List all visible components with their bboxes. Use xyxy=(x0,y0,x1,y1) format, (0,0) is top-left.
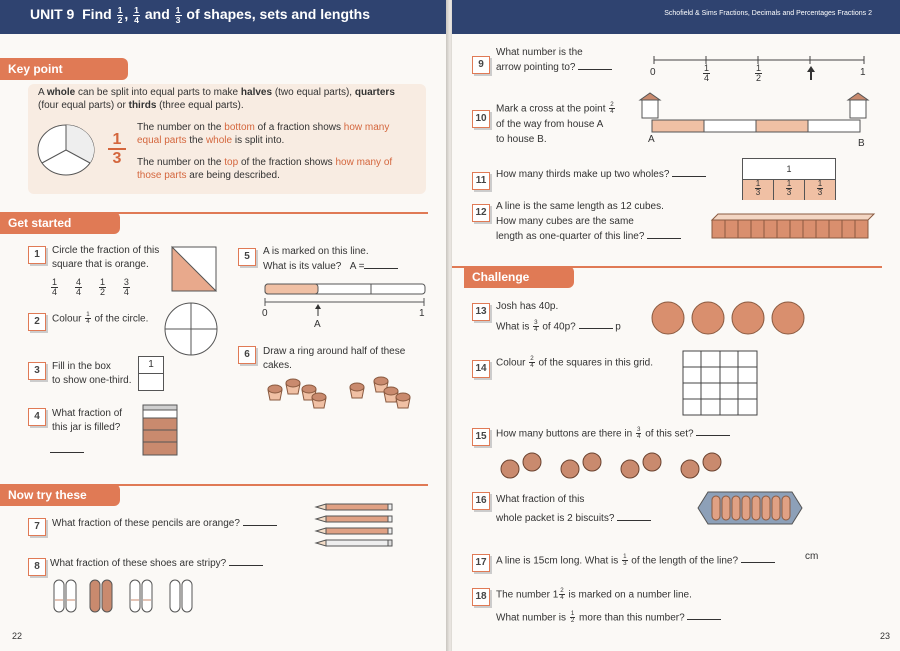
q13-line2: What is $\frac{3}{4}$ of 40p? p xyxy=(496,319,621,334)
q5-one: 1 xyxy=(419,308,425,319)
q9-quarter: $\frac{1}{4}$ xyxy=(704,63,710,83)
house-b-label: B xyxy=(858,138,865,149)
big-fraction: 1 3 xyxy=(108,131,126,167)
q12-line1: A line is the same length as 12 cubes. xyxy=(496,201,664,212)
cakes-group[interactable] xyxy=(266,376,422,416)
q15-text: How many buttons are there in $\frac{3}{4}$ of this set? xyxy=(496,427,730,440)
q4-line1: What fraction of xyxy=(52,408,123,419)
q13-line1: Josh has 40p. xyxy=(496,301,559,312)
q18-line2: What number is $\frac{1}{2}$ more than this number? xyxy=(496,611,721,624)
q5-mark: A xyxy=(314,319,321,330)
q7-text: What fraction of these pencils are orange? xyxy=(52,517,277,530)
question-number: 7 xyxy=(28,518,46,536)
q2-text: Colour $\frac{1}{4}$ of the circle. xyxy=(52,311,149,326)
q10-line1: Mark a cross at the point $\frac{2}{4}$ xyxy=(496,101,614,116)
q5-zero: 0 xyxy=(262,308,268,319)
q9-one: 1 xyxy=(860,67,866,78)
q9-half: $\frac{1}{2}$ xyxy=(756,63,762,83)
q10-line3: to house B. xyxy=(496,134,547,145)
q11-text: How many thirds make up two wholes? xyxy=(496,168,706,181)
question-number: 18 xyxy=(472,588,490,606)
q5-line1: A is marked on this line. xyxy=(263,246,369,257)
q17-text: A line is 15cm long. What is $\frac{1}{3}$ of the length of the line? xyxy=(496,554,775,567)
bottom-rule-line1: The number on the bottom of a fraction shows how many xyxy=(137,122,390,133)
key-point-line2: (four equal parts) or thirds (three equal parts). xyxy=(38,100,244,111)
question-number: 17 xyxy=(472,554,490,572)
series-header xyxy=(452,0,900,34)
cubes-line xyxy=(712,214,876,240)
top-rule-line1: The number on the top of the fraction shows how many of xyxy=(137,157,393,168)
question-number: 3 xyxy=(28,362,46,380)
series-title: Schofield & Sims Fractions, Decimals and Percentages Fractions 2 xyxy=(664,10,872,17)
buttons-group xyxy=(500,452,776,480)
q9-line1: What number is the xyxy=(496,47,583,58)
left-page xyxy=(0,0,448,651)
pencils-group xyxy=(314,502,394,554)
quarters-circle[interactable] xyxy=(164,302,218,356)
q14-text: Colour $\frac{2}{4}$ of the squares in this grid. xyxy=(496,355,653,370)
question-number: 15 xyxy=(472,428,490,446)
q12-line2: How many cubes are the same xyxy=(496,216,634,227)
q17-unit: cm xyxy=(805,551,819,562)
unit-header xyxy=(0,0,448,34)
q6-line2: cakes. xyxy=(263,360,292,371)
houses-path[interactable] xyxy=(640,92,872,132)
q8-text: What fraction of these shoes are stripy? xyxy=(50,557,263,570)
get-started-label: Get started xyxy=(0,212,120,234)
thirds-circle xyxy=(36,124,102,176)
question-number: 2 xyxy=(28,313,46,331)
key-point-label: Key point xyxy=(0,58,128,80)
question-number: 16 xyxy=(472,492,490,510)
right-page xyxy=(452,0,900,651)
house-a-label: A xyxy=(648,134,655,145)
question-number: 10 xyxy=(472,110,490,128)
thirds-bar: 1 $\frac{1}{3}$ $\frac{1}{3}$ $\frac{1}{3}$ xyxy=(742,158,836,200)
key-point-line1: A whole can be split into equal parts to make halves (two equal parts), quarters xyxy=(38,87,395,98)
question-number: 5 xyxy=(238,248,256,266)
arrow-up-icon xyxy=(806,66,816,80)
q9-zero: 0 xyxy=(650,67,656,78)
q4-answer-line[interactable] xyxy=(50,452,84,453)
q9-line2: arrow pointing to? xyxy=(496,61,612,74)
shoes-group xyxy=(52,578,202,618)
top-rule-line2: those parts are being described. xyxy=(137,170,280,181)
question-number: 12 xyxy=(472,204,490,222)
q1-options[interactable]: $\frac{1}{4}$ $\frac{4}{4}$ $\frac{1}{2}$ $\frac{3}{4}$ xyxy=(52,277,129,297)
q1-line1: Circle the fraction of this xyxy=(52,245,160,256)
page-number: 23 xyxy=(879,631,890,641)
unit-title: UNIT 9 Find $\frac{1}{2}$ , $\frac{1}{4}$ and $\frac{1}{3}$ of shapes, sets and lengths xyxy=(30,5,370,25)
q10-line2: of the way from house A xyxy=(496,119,604,130)
question-number: 9 xyxy=(472,56,490,74)
q3-line1: Fill in the box xyxy=(52,361,111,372)
q16-line2: whole packet is 2 biscuits? xyxy=(496,512,651,525)
q1-line2: square that is orange. xyxy=(52,259,149,270)
jar-figure xyxy=(142,404,178,456)
squares-grid[interactable] xyxy=(682,350,758,416)
q18-line1: The number 1 $\frac{2}{4}$ is marked on a number line. xyxy=(496,587,692,602)
q6-line1: Draw a ring around half of these xyxy=(263,346,406,357)
challenge-label: Challenge xyxy=(464,266,574,288)
question-number: 8 xyxy=(28,558,46,576)
question-number: 14 xyxy=(472,360,490,378)
bottom-rule-line2: equal parts the whole is split into. xyxy=(137,135,285,146)
question-number: 4 xyxy=(28,408,46,426)
q4-line2: this jar is filled? xyxy=(52,422,121,433)
page-number: 22 xyxy=(12,631,23,641)
number-line-a xyxy=(264,282,428,332)
q5-line2: What is its value? A = xyxy=(263,260,398,273)
biscuit-packet xyxy=(696,488,804,528)
coins-group xyxy=(650,298,810,338)
q12-line3: length as one-quarter of this line? xyxy=(496,230,681,243)
question-number: 11 xyxy=(472,172,490,190)
square-figure xyxy=(172,247,216,291)
q16-line1: What fraction of this xyxy=(496,494,585,505)
fraction-answer-box[interactable]: 1 xyxy=(138,356,164,391)
q3-line2: to show one-third. xyxy=(52,375,132,386)
question-number: 13 xyxy=(472,303,490,321)
question-number: 1 xyxy=(28,246,46,264)
question-number: 6 xyxy=(238,346,256,364)
now-try-label: Now try these xyxy=(0,484,120,506)
